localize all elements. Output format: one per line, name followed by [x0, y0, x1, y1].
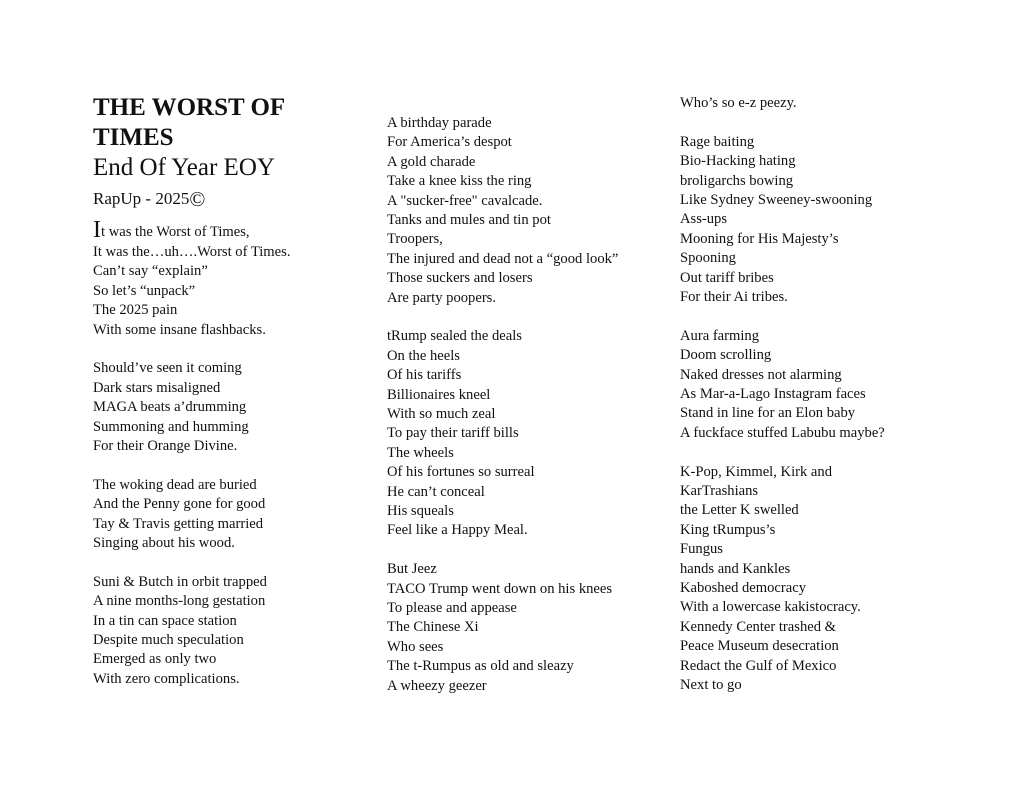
poem-line: So let’s “unpack” — [93, 282, 196, 299]
poem-line: The 2025 pain — [93, 302, 178, 319]
poem-line: Like Sydney Sweeney-swooning — [680, 192, 873, 208]
poem-first-line — [93, 217, 250, 243]
poem-line: For their Orange Divine. — [93, 438, 238, 454]
poem-line: Aura farming — [680, 327, 760, 344]
poem-line: Spooning — [680, 250, 736, 267]
poem-line: the Letter K swelled — [680, 502, 799, 519]
drop-cap: I — [93, 217, 101, 243]
poem-line: Kaboshed democracy — [680, 580, 807, 596]
poem-line: On the heels — [387, 347, 460, 364]
poem-line: With zero complications. — [93, 670, 240, 687]
poem-line: But Jeez — [387, 561, 437, 578]
poem-line: The wheels — [387, 444, 454, 461]
poem-line: Billionaires kneel — [387, 386, 491, 403]
poem-line: Out tariff bribes — [680, 269, 774, 286]
poem-line: Tay & Travis getting married — [93, 515, 264, 532]
poem-line: A "sucker-free" cavalcade. — [387, 192, 543, 209]
subtitle: End Of Year EOY — [93, 154, 275, 181]
poem-line: Who’s so e-z peezy. — [680, 95, 797, 111]
poem-line: K-Pop, Kimmel, Kirk and — [680, 463, 833, 480]
rapup-line — [93, 188, 205, 210]
poem-line: hands and Kankles — [680, 560, 791, 577]
poem-line: A gold charade — [387, 153, 476, 170]
poem-line: With some insane flashbacks. — [93, 321, 266, 338]
poem-line: Fungus — [680, 541, 723, 558]
poem-line: TACO Trump went down on his knees — [387, 580, 613, 597]
poem-line: Despite much speculation — [93, 632, 244, 648]
poem-line: His squeals — [387, 503, 454, 519]
title-line-1: THE WORST OF — [93, 94, 286, 121]
poem-line: For their Ai tribes. — [680, 289, 788, 305]
poem-line: With so much zeal — [387, 406, 496, 422]
poem-line: Of his tariffs — [387, 367, 462, 384]
poem-line: The Chinese Xi — [387, 619, 479, 636]
poem-line: It was the…uh….Worst of Times. — [93, 244, 291, 260]
poem-line: To please and appease — [387, 600, 517, 616]
poem-line: Ass-ups — [680, 211, 728, 228]
poem-line: The woking dead are buried — [93, 476, 257, 493]
poem-line: Bio-Hacking hating — [680, 153, 796, 170]
poem-line: To pay their tariff bills — [387, 425, 519, 442]
poem-line: For America’s despot — [387, 134, 512, 151]
poem-line: Troopers, — [387, 231, 443, 248]
poem-line: Tanks and mules and tin pot — [387, 212, 551, 228]
poem-line: Feel like a Happy Meal. — [387, 522, 528, 539]
poem-line: And the Penny gone for good — [93, 496, 266, 513]
poem-line: broligarchs bowing — [680, 172, 794, 189]
rapup-text: RapUp - 2025 — [93, 189, 190, 208]
poem-line: A wheezy geezer — [387, 677, 487, 694]
poem-line: A fuckface stuffed Labubu maybe? — [680, 424, 885, 441]
poem-line: The injured and dead not a “good look” — [387, 250, 619, 267]
poem-line: Next to go — [680, 677, 742, 693]
poem-line: With a lowercase kakistocracy. — [680, 599, 861, 616]
poem-line: As Mar-a-Lago Instagram faces — [680, 386, 866, 402]
poem-line: Are party poopers. — [387, 289, 497, 306]
poem-line: MAGA beats a’drumming — [93, 399, 247, 416]
poem-line: Suni & Butch in orbit trapped — [93, 573, 267, 590]
poem-line: The t-Rumpus as old and sleazy — [387, 658, 574, 675]
poem-line: Stand in line for an Elon baby — [680, 405, 856, 422]
poem-line: Mooning for His Majesty’s — [680, 230, 839, 247]
poem-line: A birthday parade — [387, 115, 492, 131]
poem-line: Peace Museum desecration — [680, 638, 839, 655]
poem-line: King tRumpus’s — [680, 521, 776, 538]
poem-line: Those suckers and losers — [387, 270, 533, 287]
title-line-2: TIMES — [93, 124, 174, 151]
poem-line: Emerged as only two — [93, 651, 217, 668]
poem-line: Summoning and humming — [93, 418, 249, 435]
poem-line: Kennedy Center trashed & — [680, 618, 837, 635]
poem-line: tRump sealed the deals — [387, 328, 522, 345]
poem-line: Of his fortunes so surreal — [387, 464, 535, 481]
poem-line: He can’t conceal — [387, 483, 485, 500]
poem-line: In a tin can space station — [93, 612, 237, 629]
poem-line: Can’t say “explain” — [93, 263, 208, 280]
poem-line: Who sees — [387, 638, 444, 655]
poem-line: Should’ve seen it coming — [93, 360, 242, 377]
poem-line: Rage baiting — [680, 133, 755, 150]
first-line-rest: t was the Worst of Times, — [101, 224, 250, 240]
poem-line: A nine months-long gestation — [93, 593, 266, 610]
poem-line: Singing about his wood. — [93, 535, 235, 551]
copyright-symbol: © — [189, 187, 206, 211]
poem-line: Doom scrolling — [680, 347, 772, 364]
poem-line: Redact the Gulf of Mexico — [680, 657, 837, 674]
poem-line: Take a knee kiss the ring — [387, 173, 532, 190]
poem-line: Naked dresses not alarming — [680, 366, 842, 383]
poem-line: KarTrashians — [680, 483, 759, 499]
poem-line: Dark stars misaligned — [93, 379, 221, 396]
